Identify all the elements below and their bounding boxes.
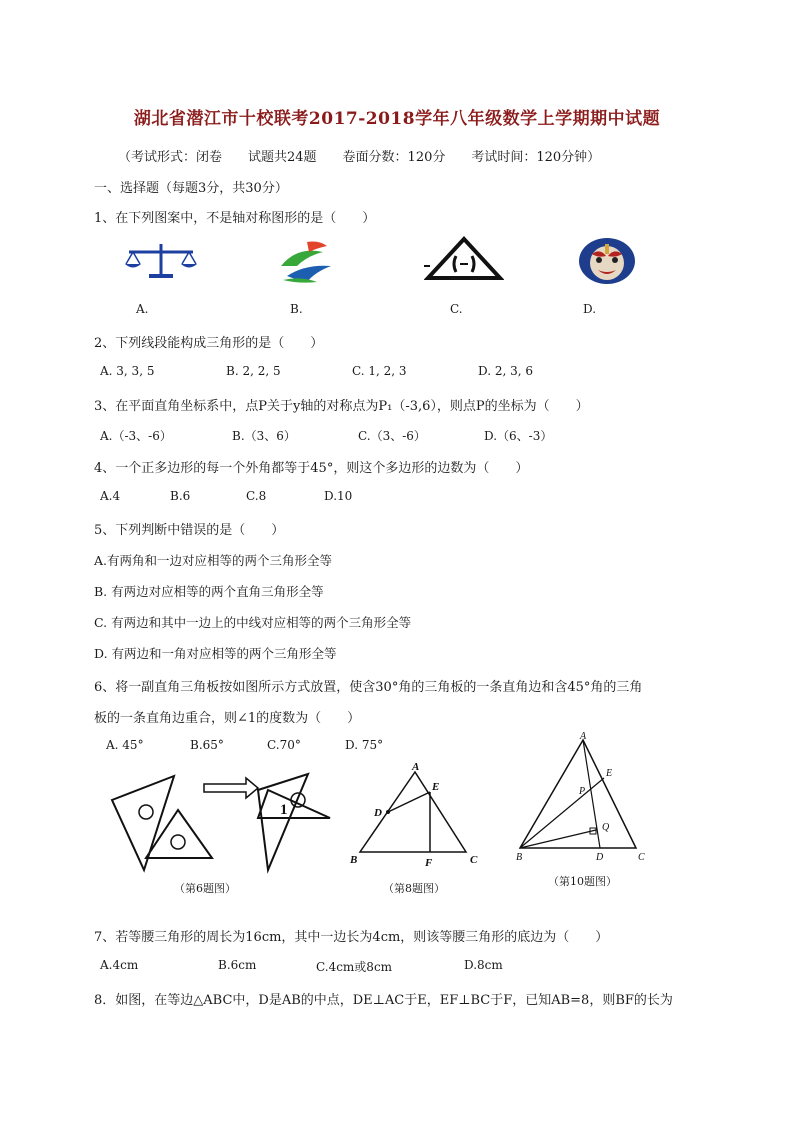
page-title: 湖北省潜江市十校联考2017-2018学年八年级数学上学期期中试题 [133,109,661,129]
figure-6-caption: （第6题图） [174,882,236,895]
q6-option-c: C.70° [267,738,301,752]
q1-label-d: D. [583,302,597,316]
q7-stem: 7、若等腰三角形的周长为16cm，其中一边长为4cm，则该等腰三角形的底边为（ ） [94,930,609,945]
q6-stem-line2: 板的一条直角边重合，则∠1的度数为（ ） [94,711,361,726]
opera-mask-image [576,236,638,286]
figure-10-point-b: B [516,852,523,862]
q7-option-d: D.8cm [464,958,503,972]
q5-option-a: A.有两角和一边对应相等的两个三角形全等 [94,553,333,568]
figure-10-point-q: Q [602,822,610,833]
q3-option-d: D.（6、-3） [484,429,553,443]
figure-8-point-d: D [374,807,382,819]
figure-6-set-squares [108,770,336,876]
section-heading: 一、选择题（每题3分，共30分） [94,181,288,196]
figure-8-point-f: F [425,857,433,868]
q1-label-a: A. [136,302,149,316]
figure-10-point-c: C [638,852,645,862]
q2-option-d: D. 2, 3, 6 [478,364,533,378]
q1-label-c: C. [450,302,463,316]
q3-stem: 3、在平面直角坐标系中，点P关于y轴的对称点为P₁（-3,6），则点P的坐标为（ ） [94,399,589,414]
q5-option-b: B. 有两边对应相等的两个直角三角形全等 [94,584,324,599]
q5-stem: 5、下列判断中错误的是（ ） [94,523,285,538]
triangle-sign-image [424,236,504,282]
figure-8-caption: （第8题图） [383,882,445,895]
balance-scale-image [123,240,199,282]
figure-10-point-e: E [606,768,613,779]
q5-option-c: C. 有两边和其中一边上的中线对应相等的两个三角形全等 [94,615,412,630]
q3-option-b: B.（3、6） [232,429,296,443]
q7-option-b: B.6cm [218,958,257,972]
q6-option-a: A. 45° [106,738,144,752]
q1-label-b: B. [290,302,303,316]
q4-option-a: A.4 [100,489,121,503]
q4-option-d: D.10 [324,489,353,503]
sport-logo-image [277,236,337,286]
q4-option-c: C.8 [246,489,267,503]
figure-10-caption: （第10题图） [548,875,617,888]
q8-stem: 8．如图，在等边△ABC中，D是AB的中点，DE⊥AC于E，EF⊥BC于F，已知AB=8，则BF的长为 [94,993,673,1008]
figure-8-point-c: C [470,854,478,866]
q1-stem: 1、在下列图案中，不是轴对称图形的是（ ） [94,211,376,226]
q2-option-c: C. 1, 2, 3 [352,364,407,378]
q6-stem-line1: 6、将一副直角三角板按如图所示方式放置，使含30°角的三角板的一条直角边和含45°角的三角 [94,680,643,695]
figure-10-point-d: D [596,852,604,862]
q2-stem: 2、下列线段能构成三角形的是（ ） [94,336,324,351]
q2-option-b: B. 2, 2, 5 [226,364,281,378]
figure-10-point-a: A [580,732,587,742]
figure-8-point-b: B [350,854,358,866]
exam-info: （考试形式：闭卷 试题共24题 卷面分数：120分 考试时间：120分钟） [118,150,601,165]
figure-10-triangle [510,732,654,862]
figure-8-point-e: E [432,781,440,793]
figure-8-point-a: A [412,761,420,773]
q3-option-a: A.（-3、-6） [100,429,172,443]
q6-option-d: D. 75° [345,738,384,752]
q5-option-d: D. 有两边和一角对应相等的两个三角形全等 [94,646,337,661]
q7-option-a: A.4cm [100,958,139,972]
q6-option-b: B.65° [190,738,224,752]
q4-stem: 4、一个正多边形的每一个外角都等于45°，则这个多边形的边数为（ ） [94,461,529,476]
q4-option-b: B.6 [170,489,191,503]
q7-option-c: C.4cm或8cm [316,960,393,974]
q3-option-c: C.（3、-6） [358,429,426,443]
figure-6-angle-label: 1 [280,802,288,818]
figure-8-triangle [344,760,486,868]
figure-10-point-p: P [579,786,586,797]
q2-option-a: A. 3, 3, 5 [100,364,155,378]
